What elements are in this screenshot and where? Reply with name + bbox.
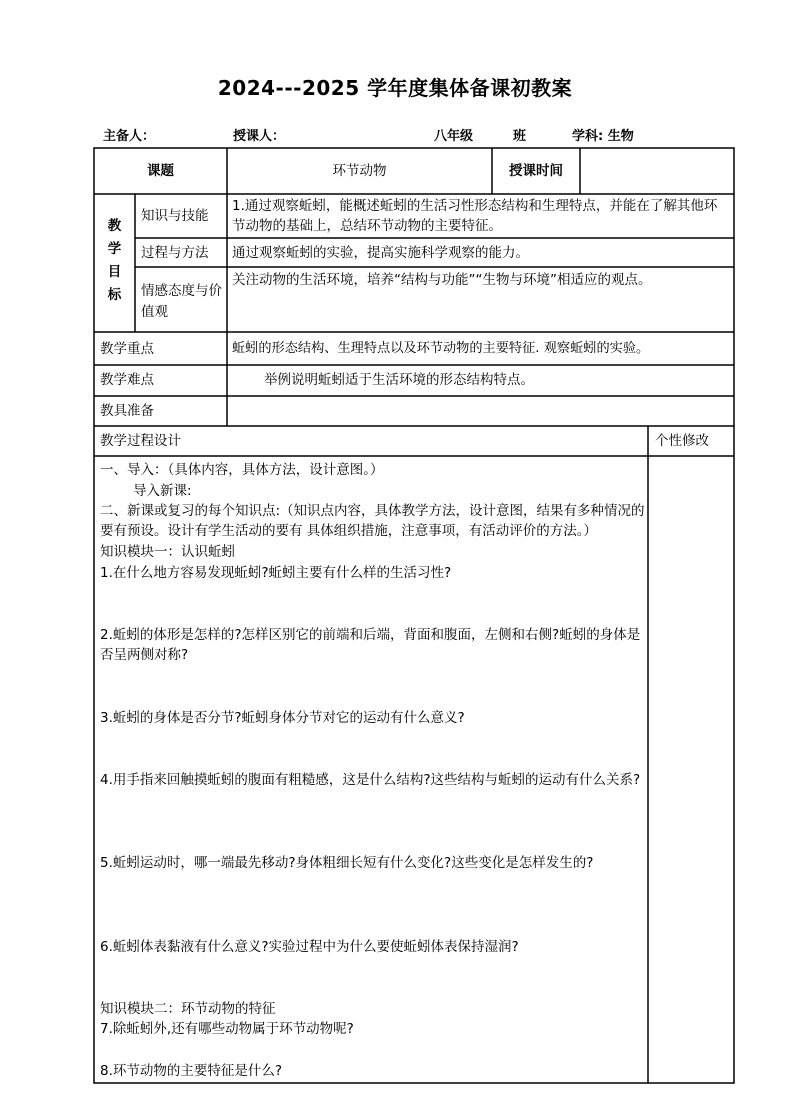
objective-label-knowledge: 知识与技能 [141,208,209,224]
objective-text-process: 通过观察蚯蚓的实验，提高实施科学观察的能力。 [232,245,529,261]
question-6: 6.蚯蚓体表黏液有什么意义?实验过程中为什么要使蚯蚓体表保持湿润? [100,939,519,955]
objectives-header [94,215,135,307]
time-label: 授课时间 [509,163,563,179]
teacher-label: 授课人： [233,129,286,144]
module-two-title: 知识模块二：环节动物的特征 [100,1001,276,1017]
objectives-char: 目 [107,264,122,280]
grade-label: 八年级 [434,129,474,144]
process-line-instructions: 二、新课或复习的每个知识点:（知识点内容，具体教学方法，设计意图，结果有多种情况的要有预设。设计有学生活动的要有 具体组织措施，注意事项，有活动评价的方法。） [100,503,645,539]
objective-text-attitude: 关注动物的生活环境，培养“结构与功能”“生物与环境”相适应的观点。 [232,272,652,288]
preparer-label: 主备人： [103,129,156,144]
objectives-char: 教 [107,218,122,234]
topic-label: 课题 [147,163,174,179]
difficulties-text: 举例说明蚯蚓适于生活环境的形态结构特点。 [264,372,534,388]
materials-label: 教具准备 [100,403,154,419]
question-8: 8.环节动物的主要特征是什么? [100,1063,283,1079]
question-7: 7.除蚯蚓外,还有哪些动物属于环节动物呢? [100,1021,354,1037]
subject-label: 学科: 生物 [572,129,634,144]
question-3: 3.蚯蚓的身体是否分节?蚯蚓身体分节对它的运动有什么意义? [100,710,465,726]
question-5: 5.蚯蚓运动时，哪一端最先移动?身体粗细长短有什么变化?这些变化是怎样发生的? [100,855,594,871]
process-line-new-lesson: 导入新课: [133,483,192,499]
question-2: 2.蚯蚓的体形是怎样的?怎样区别它的前端和后端，背面和腹面，左侧和右侧?蚯蚓的身体是否呈两侧对称? [100,627,641,663]
objective-label-attitude: 情感态度与价值观 [141,283,222,320]
key-points-label: 教学重点 [100,341,154,357]
question-4: 4.用手指来回触摸蚯蚓的腹面有粗糙感，这是什么结构?这些结构与蚯蚓的运动有什么关系? [100,772,641,788]
objective-label-process: 过程与方法 [141,245,209,261]
objectives-char: 标 [107,287,122,303]
topic-value: 环节动物 [332,163,387,179]
process-header: 教学过程设计 [100,433,181,449]
key-points-text: 蚯蚓的形态结构、生理特点以及环节动物的主要特征. 观察蚯蚓的实验。 [232,341,650,356]
module-one-title: 知识模块一：认识蚯蚓 [100,544,235,560]
process-line-intro: 一、导入：（具体内容，具体方法，设计意图。） [100,462,384,478]
objectives-char: 学 [107,241,122,257]
personal-modify-header: 个性修改 [655,433,709,449]
difficulties-label: 教学难点 [100,372,154,388]
document-title: 2024---2025 学年度集体备课初教案 [217,76,573,100]
objective-text-knowledge: 1.通过观察蚯蚓，能概述蚯蚓的生活习性形态结构和生理特点，并能在了解其他环节动物的基础上，总结环节动物的主要特征。 [232,198,718,234]
question-1: 1.在什么地方容易发现蚯蚓?蚯蚓主要有什么样的生活习性? [100,565,452,581]
class-label: 班 [513,129,527,144]
